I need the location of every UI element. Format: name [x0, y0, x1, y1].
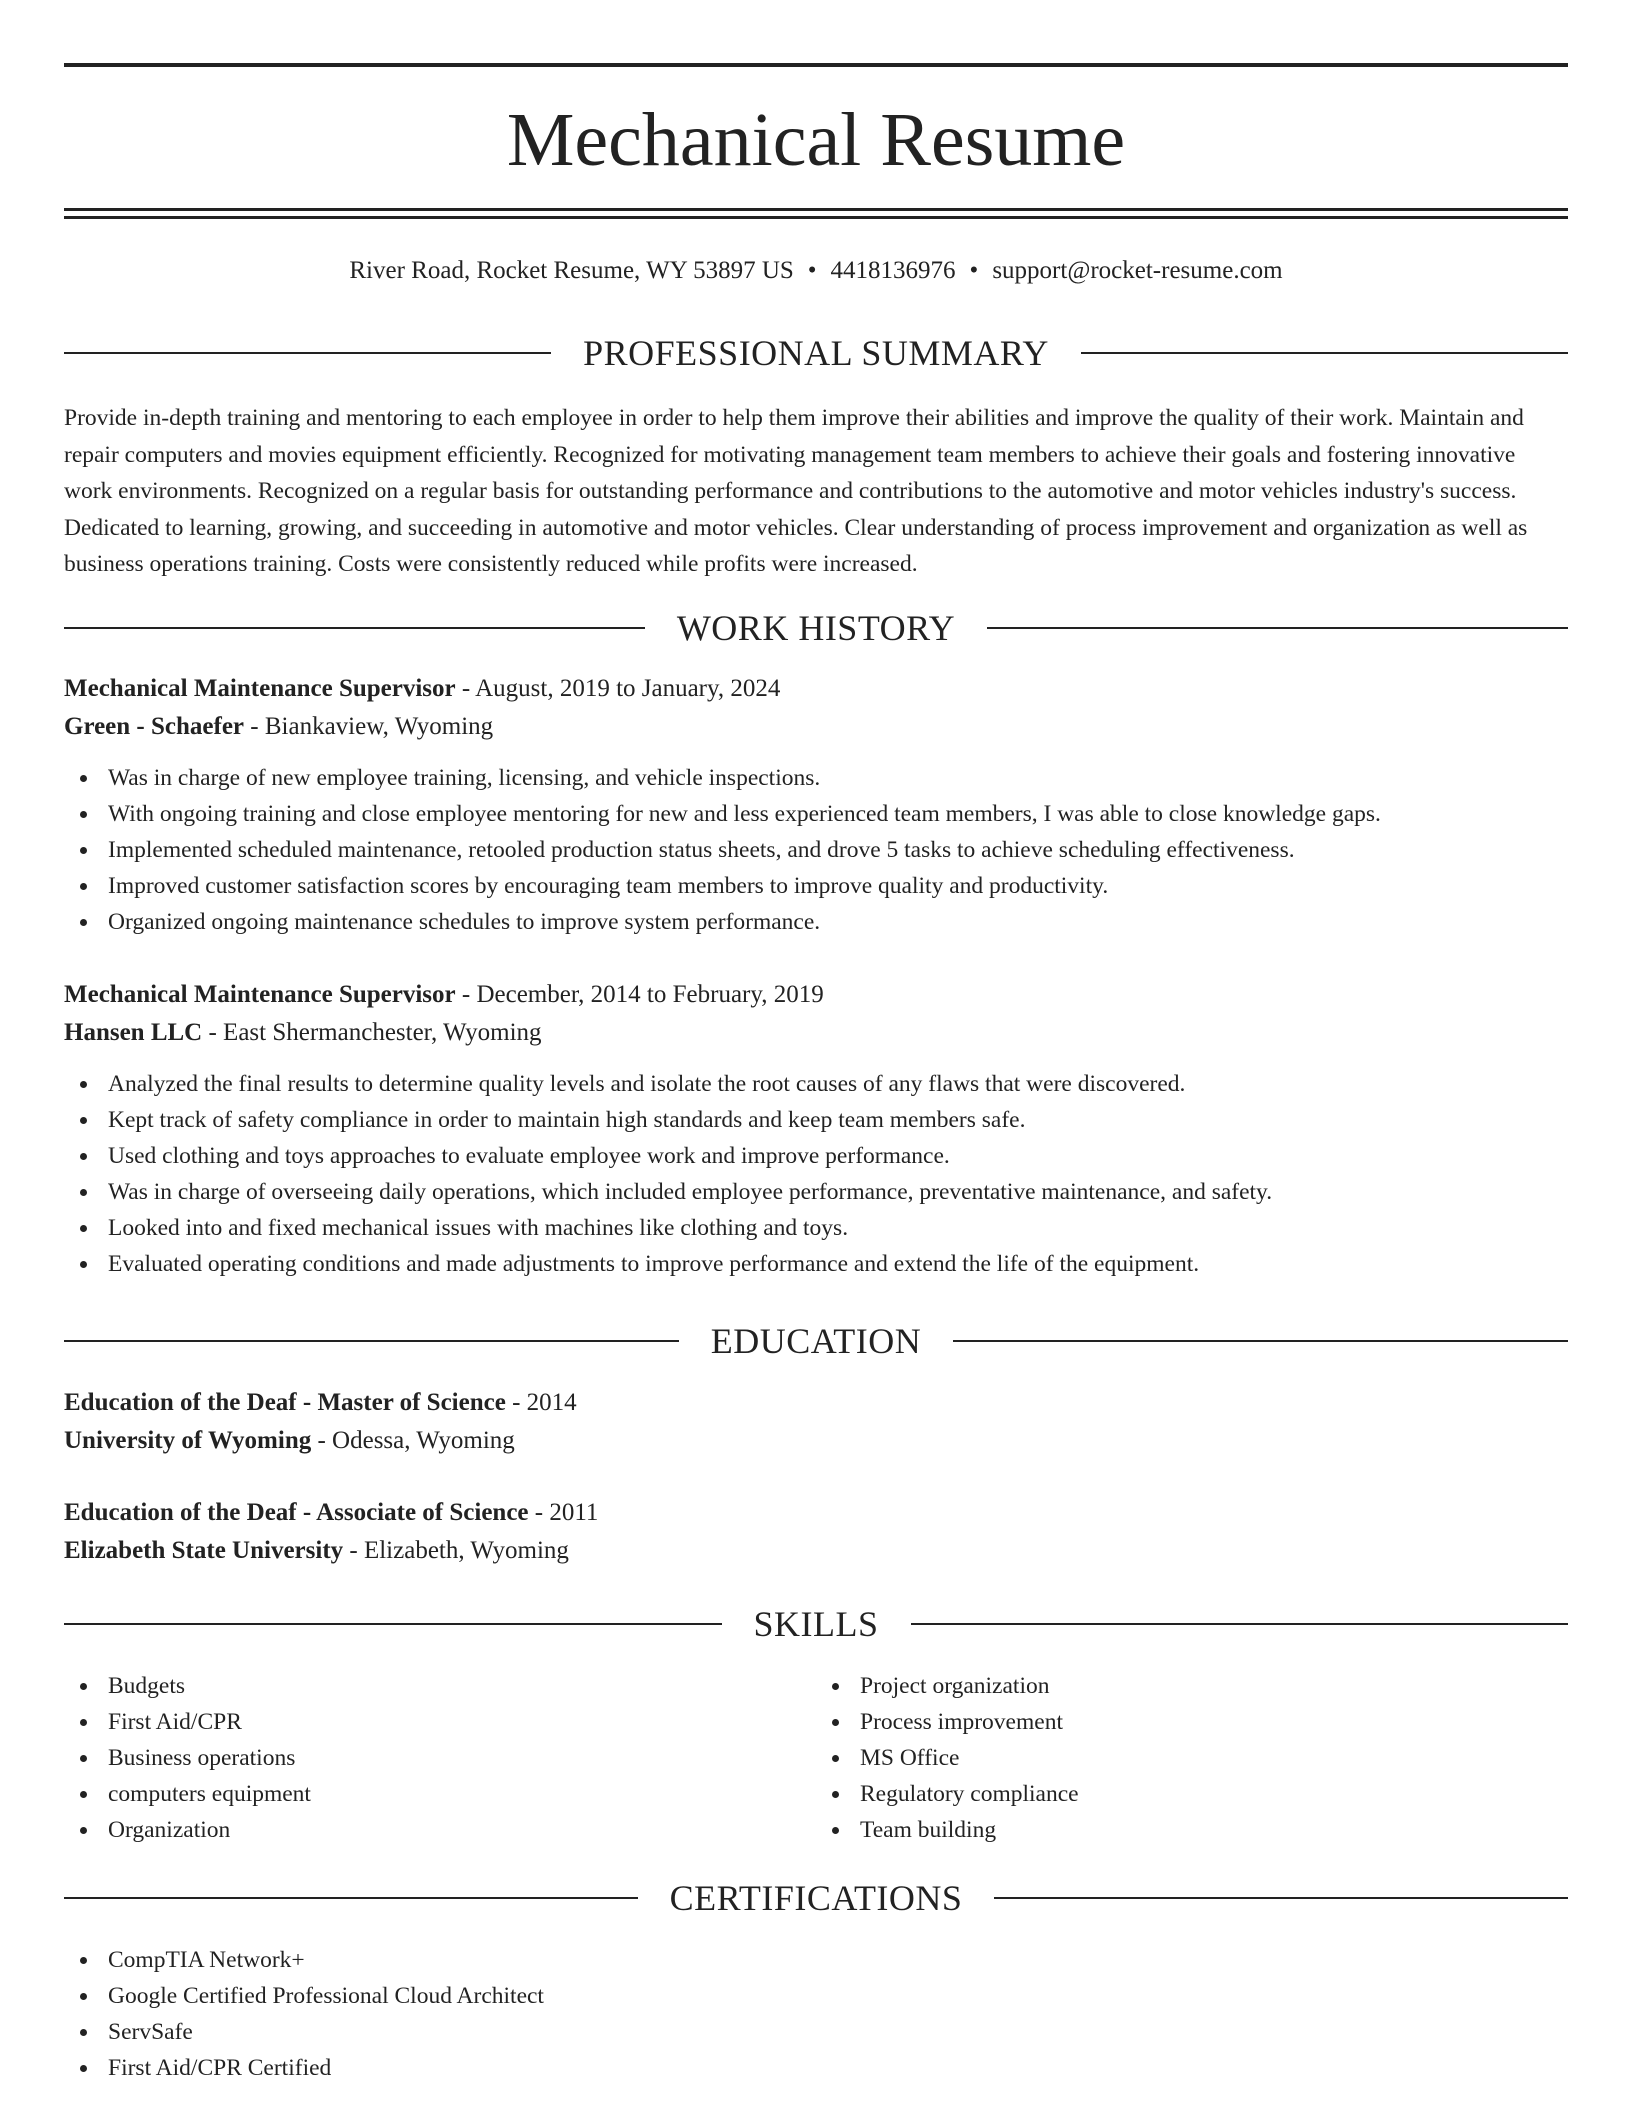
list-item: First Aid/CPR Certified — [64, 2050, 1568, 2086]
school-name: University of Wyoming — [64, 1427, 312, 1454]
contact-email: support@rocket-resume.com — [992, 257, 1283, 284]
certification-bullets — [64, 1942, 1568, 2086]
list-item: Improved customer satisfaction scores by encouraging team members to improve quality and productivity. — [64, 868, 1568, 904]
list-item: First Aid/CPR — [64, 1704, 816, 1740]
header-double-rule-upper — [64, 208, 1568, 211]
section-header-work-history — [64, 605, 1568, 651]
list-item: Analyzed the final results to determine quality levels and isolate the root causes of any flaws that were discovered. — [64, 1066, 1568, 1102]
section-rule-right — [953, 1340, 1568, 1342]
contact-separator: • — [969, 257, 979, 284]
section-title-skills: SKILLS — [753, 1604, 879, 1644]
list-item: Was in charge of new employee training, licensing, and vehicle inspections. — [64, 760, 1568, 796]
section-header-education — [64, 1318, 1568, 1364]
job-bullets — [64, 760, 1568, 940]
section-header-certifications — [64, 1875, 1568, 1921]
school-line — [64, 1422, 1568, 1460]
job-entry — [64, 670, 1568, 940]
degree-name: Education of the Deaf - Master of Science — [64, 1389, 506, 1416]
job-title: Mechanical Maintenance Supervisor — [64, 675, 456, 702]
section-title-education: EDUCATION — [710, 1321, 922, 1361]
list-item: Business operations — [64, 1740, 816, 1776]
school-location: - Elizabeth, Wyoming — [343, 1537, 569, 1564]
education-entry — [64, 1494, 1568, 1570]
degree-line — [64, 1494, 1568, 1532]
job-dates: - August, 2019 to January, 2024 — [455, 675, 781, 702]
job-title-line — [64, 976, 1568, 1014]
contact-address: River Road, Rocket Resume, WY 53897 US — [349, 257, 794, 284]
summary-paragraph: Provide in-depth training and mentoring to each employee in order to help them improve their abilities and improve the quality of their work. Maintain and repair computers and movies equipment efficiently. Recognized for motivating management team members to achieve their goals and fostering innovative work environments. Recognized on a regular basis for outstanding performance and contributions to the automotive and motor vehicles industry's success. Dedicated to learning, growing, and succeeding in automotive and motor vehicles. Clear understanding of process improvement and organization as well as business operations training. Costs were consistently reduced while profits were increased. — [64, 405, 1528, 577]
school-name: Elizabeth State University — [64, 1537, 344, 1564]
list-item: Team building — [816, 1812, 1568, 1848]
list-item: Organized ongoing maintenance schedules to improve system performance. — [64, 904, 1568, 940]
skills-bullets — [64, 1668, 816, 1848]
job-company-line — [64, 708, 1568, 746]
section-rule-left — [64, 627, 645, 629]
job-title: Mechanical Maintenance Supervisor — [64, 981, 456, 1008]
skills-column-right — [816, 1668, 1568, 1848]
job-location: - Biankaview, Wyoming — [244, 713, 494, 740]
school-line — [64, 1532, 1568, 1570]
list-item: Used clothing and toys approaches to evaluate employee work and improve performance. — [64, 1138, 1568, 1174]
list-item: computers equipment — [64, 1776, 816, 1812]
contact-line — [64, 254, 1568, 288]
education-entry — [64, 1384, 1568, 1460]
job-dates: - December, 2014 to February, 2019 — [455, 981, 824, 1008]
section-header-skills — [64, 1601, 1568, 1647]
section-rule-left — [64, 1340, 679, 1342]
list-item: Implemented scheduled maintenance, retooled production status sheets, and drove 5 tasks to achieve scheduling effectiveness. — [64, 832, 1568, 868]
degree-year: - 2014 — [505, 1389, 577, 1416]
section-rule-right — [1081, 352, 1568, 354]
section-rule-right — [911, 1623, 1569, 1625]
job-title-line — [64, 670, 1568, 708]
degree-year: - 2011 — [528, 1499, 599, 1526]
section-rule-right — [987, 627, 1568, 629]
list-item: Organization — [64, 1812, 816, 1848]
skills-list — [64, 1668, 1568, 1848]
section-title-summary: PROFESSIONAL SUMMARY — [583, 333, 1049, 373]
section-rule-left — [64, 1897, 638, 1899]
school-location: - Odessa, Wyoming — [311, 1427, 515, 1454]
list-item: Looked into and fixed mechanical issues with machines like clothing and toys. — [64, 1210, 1568, 1246]
list-item: Process improvement — [816, 1704, 1568, 1740]
degree-line — [64, 1384, 1568, 1422]
resume-title: Mechanical Resume — [506, 98, 1126, 182]
list-item: Budgets — [64, 1668, 816, 1704]
contact-separator: • — [807, 257, 817, 284]
section-title-certifications: CERTIFICATIONS — [669, 1878, 963, 1918]
list-item: With ongoing training and close employee mentoring for new and less experienced team members, I was able to close knowledge gaps. — [64, 796, 1568, 832]
section-rule-right — [994, 1897, 1568, 1899]
contact-phone: 4418136976 — [830, 257, 956, 284]
section-title-work-history: WORK HISTORY — [676, 608, 956, 648]
list-item: Evaluated operating conditions and made adjustments to improve performance and extend the life of the equipment. — [64, 1246, 1568, 1282]
certifications-list — [64, 1942, 1568, 2086]
header-top-rule — [64, 63, 1568, 67]
list-item: Project organization — [816, 1668, 1568, 1704]
list-item: CompTIA Network+ — [64, 1942, 1568, 1978]
job-company: Green - Schaefer — [64, 713, 245, 740]
list-item: ServSafe — [64, 2014, 1568, 2050]
job-company: Hansen LLC — [64, 1019, 203, 1046]
section-header-summary — [64, 330, 1568, 376]
job-entry — [64, 976, 1568, 1282]
list-item: Google Certified Professional Cloud Architect — [64, 1978, 1568, 2014]
skills-column-left — [64, 1668, 816, 1848]
section-rule-left — [64, 352, 551, 354]
job-company-line — [64, 1014, 1568, 1052]
job-bullets — [64, 1066, 1568, 1282]
section-rule-left — [64, 1623, 722, 1625]
header-double-rule-lower — [64, 216, 1568, 219]
list-item: MS Office — [816, 1740, 1568, 1776]
skills-bullets — [816, 1668, 1568, 1848]
degree-name: Education of the Deaf - Associate of Science — [64, 1499, 529, 1526]
list-item: Regulatory compliance — [816, 1776, 1568, 1812]
list-item: Was in charge of overseeing daily operations, which included employee performance, preventative maintenance, and safety. — [64, 1174, 1568, 1210]
job-location: - East Shermanchester, Wyoming — [202, 1019, 542, 1046]
list-item: Kept track of safety compliance in order to maintain high standards and keep team members safe. — [64, 1102, 1568, 1138]
